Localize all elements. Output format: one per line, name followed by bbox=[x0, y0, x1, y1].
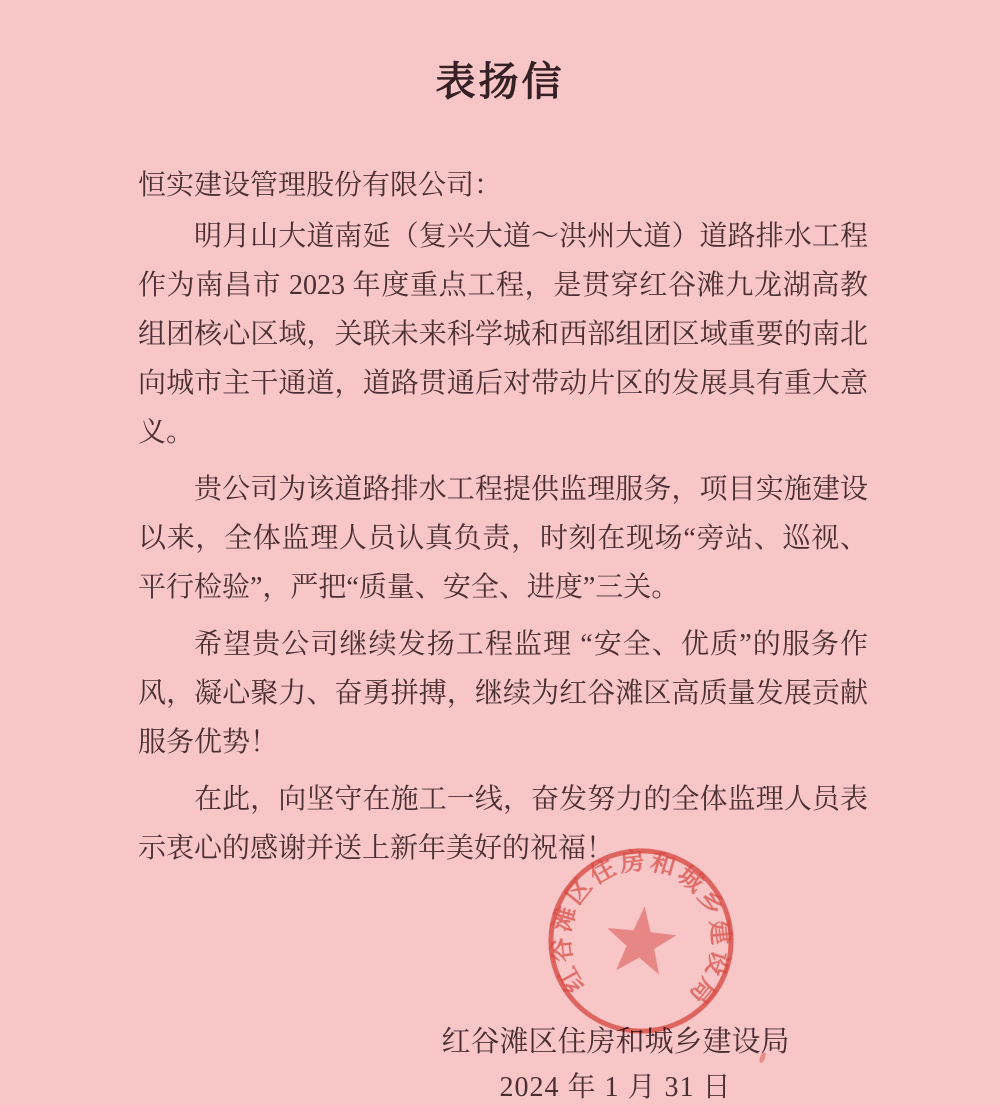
paragraph: 在此，向坚守在施工一线，奋发努力的全体监理人员表示衷心的感谢并送上新年美好的祝福！ bbox=[138, 784, 868, 864]
closing-block bbox=[428, 1019, 803, 1105]
letter-title: 表扬信 bbox=[435, 59, 565, 104]
paragraph: 贵公司为该道路排水工程提供监理服务，项目实施建设以来，全体监理人员认真负责，时刻在现场“旁站、巡视、平行检验”，严把“质量、安全、进度”三关。 bbox=[138, 474, 868, 603]
signature-date: 2024 年 1 月 31 日 bbox=[499, 1072, 732, 1103]
paragraph: 明月山大道南延（复兴大道～洪州大道）道路排水工程作为南昌市 2023 年度重点工程，是贯穿红谷滩九龙湖高教组团核心区域，关联未来科学城和西部组团区域重要的南北向城市主干通道，道路贯通后对带动片区的发展具有重大意义。 bbox=[138, 221, 868, 448]
paragraph: 希望贵公司继续发扬工程监理 “安全、优质”的服务作风，凝心聚力、奋勇拼搏，继续为红谷滩区高质量发展贡献服务优势！ bbox=[138, 629, 868, 758]
seal-arc-text: 红谷滩区住房和城乡建设局 bbox=[547, 847, 735, 1009]
salutation: 恒实建设管理股份有限公司： bbox=[138, 170, 503, 201]
signature-organization: 红谷滩区住房和城乡建设局 bbox=[441, 1026, 790, 1058]
letter-body bbox=[138, 161, 868, 873]
five-pointed-star-icon bbox=[606, 906, 676, 973]
